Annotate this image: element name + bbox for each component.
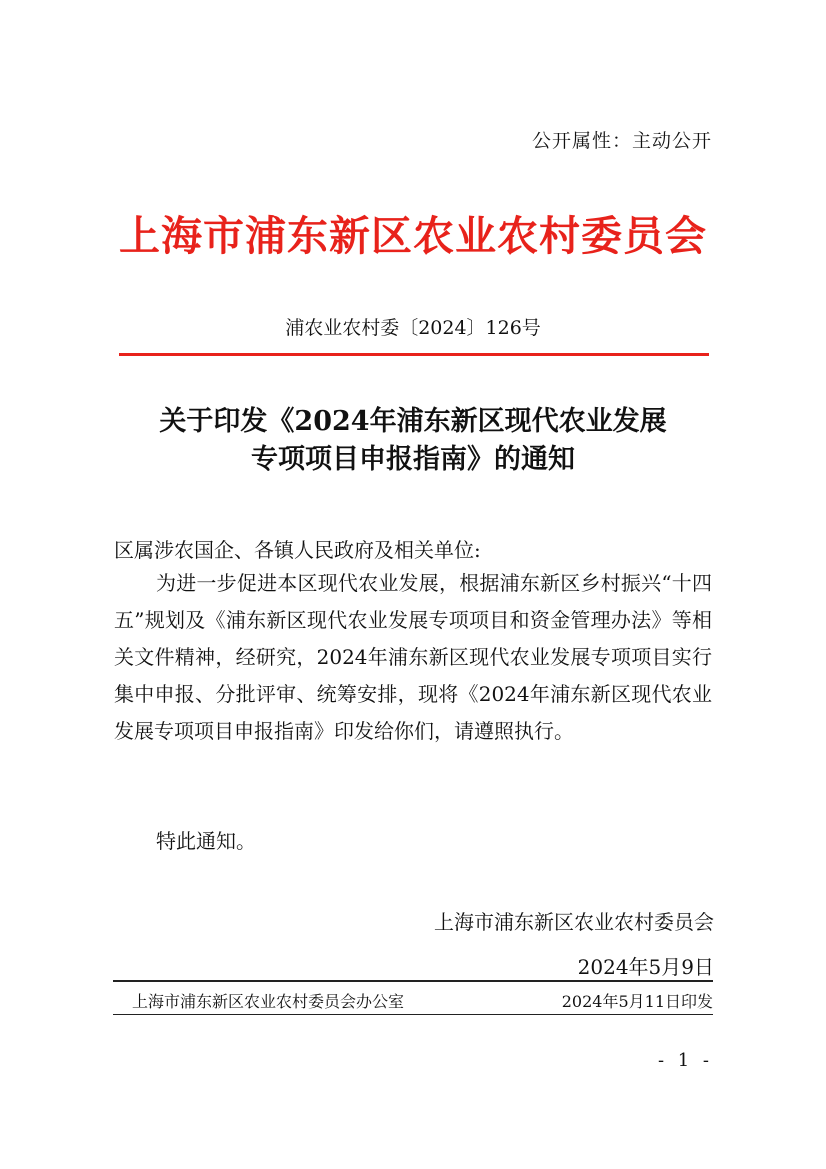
- title-line-1: 关于印发《2024年浦东新区现代农业发展: [159, 406, 667, 437]
- title-line-2: 专项项目申报指南》的通知: [251, 444, 575, 475]
- red-separator-line: [119, 353, 709, 356]
- issuing-organization-header: 上海市浦东新区农业农村委员会: [119, 212, 707, 260]
- signature-date: 2024年5月9日: [577, 955, 714, 979]
- disclosure-attribute: 公开属性：主动公开: [531, 130, 712, 152]
- footer-bottom-rule: [113, 1014, 713, 1015]
- salutation: 区属涉农国企、各镇人民政府及相关单位:: [114, 538, 481, 562]
- footer-top-rule: [113, 980, 713, 982]
- document-title: [0, 403, 826, 479]
- footer-issuing-office: 上海市浦东新区农业农村委员会办公室: [132, 992, 405, 1011]
- body-paragraph: 为进一步促进本区现代农业发展，根据浦东新区乡村振兴“十四五”规划及《浦东新区现代农业发展专项项目和资金管理办法》等相关文件精神，经研究，2024年浦东新区现代农业发展专项项目实行集中申报、分批评审、统筹安排，现将《2024年浦东新区现代农业发展专项项目申报指南》印发给你们，请遵照执行。: [114, 571, 712, 743]
- footer-issue-date: 2024年5月11日印发: [561, 992, 713, 1011]
- signature-organization: 上海市浦东新区农业农村委员会: [434, 910, 714, 934]
- page-number: - 1 -: [657, 1050, 713, 1071]
- document-number: 浦农业农村委〔2024〕126号: [285, 317, 541, 339]
- closing-remark: 特此通知。: [156, 829, 256, 853]
